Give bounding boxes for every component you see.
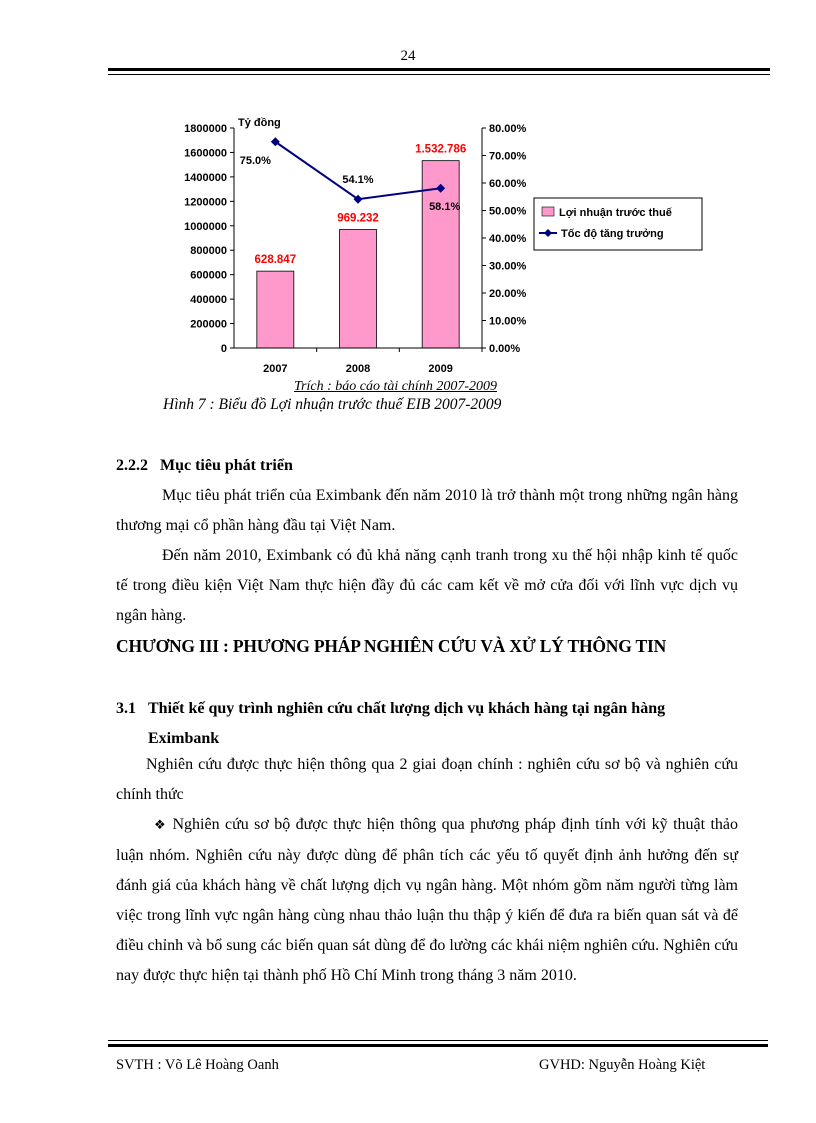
- legend-bar-label: Lợi nhuận trước thuế: [559, 207, 672, 219]
- y-tick-label: 600000: [190, 269, 227, 282]
- growth-data-label: 54.1%: [342, 174, 374, 187]
- bar: [340, 230, 377, 348]
- y-tick-label: 800000: [190, 245, 227, 258]
- legend-bar-swatch: [542, 207, 554, 216]
- x-axis-labels: [263, 348, 482, 375]
- y-tick-label: 1000000: [184, 220, 227, 233]
- y-tick-label: 1200000: [184, 196, 227, 209]
- paragraph: Nghiên cứu được thực hiện thông qua 2 giai đoạn chính : nghiên cứu sơ bộ và nghiên cứu chính thức: [116, 756, 738, 803]
- section-heading-2-2-2: [116, 457, 293, 475]
- footer-rule-thick: [108, 1044, 768, 1047]
- growth-data-label: 58.1%: [429, 201, 461, 214]
- bar-data-label: 969.232: [337, 212, 379, 225]
- right-axis-ticks: [482, 123, 527, 355]
- legend-box: [534, 198, 702, 250]
- y-tick-label: 1400000: [184, 171, 227, 184]
- bar: [257, 271, 294, 348]
- section-heading-3-1: [116, 694, 738, 754]
- x-tick-label: 2009: [428, 363, 453, 375]
- y2-tick-label: 30.00%: [489, 260, 527, 273]
- y-tick-label: 1600000: [184, 147, 227, 160]
- growth-data-label: 75.0%: [239, 154, 271, 167]
- bar-data-label: 1.532.786: [415, 143, 467, 156]
- figure-caption: Hình 7 : Biểu đồ Lợi nhuận trước thuế EIB 2007-2009: [163, 396, 502, 413]
- y2-tick-label: 80.00%: [489, 123, 527, 135]
- figure-source: Trích : báo cáo tài chính 2007-2009: [294, 379, 497, 394]
- left-axis-ticks: [184, 123, 234, 355]
- y2-tick-label: 40.00%: [489, 233, 527, 245]
- y2-tick-label: 60.00%: [489, 178, 527, 190]
- x-tick-label: 2008: [345, 363, 371, 375]
- header-rule-thick: [108, 68, 770, 71]
- footer-rule-thin: [108, 1040, 768, 1041]
- y2-tick-label: 20.00%: [489, 288, 527, 300]
- bullet-text: Nghiên cứu sơ bộ được thực hiện thông qua phương pháp định tính với kỹ thuật thảo luận nhóm. Nghiên cứu này được dùng để phân tích các yếu tố quyết định ảnh hưởng đến sự đánh giá của khách hàng về chất lượng dịch vụ ngân hàng. Một nhóm gồm năm người từng làm việc trong lĩnh vực ngân hàng cùng nhau thảo luận thu thập ý kiến để đưa ra biến quan sát và để điều chỉnh và bổ sung các biến quan sát dùng để đo lường các khái niệm nghiên cứu. Nghiên cứu nay được thực hiện tại thành phố Hồ Chí Minh trong tháng 3 năm 2010.: [116, 816, 739, 984]
- bar-data-label: 628.847: [254, 254, 297, 267]
- y-tick-label: 200000: [190, 318, 227, 331]
- section-title: Mục tiêu phát triển: [160, 457, 293, 474]
- y-axis-title: Tỷ đồng: [238, 117, 281, 129]
- bullet-paragraph: [116, 810, 738, 991]
- chart-legend: [534, 198, 702, 250]
- y2-tick-label: 10.00%: [489, 315, 527, 328]
- paragraph: Đến năm 2010, Eximbank có đủ khả năng cạnh tranh trong xu thế hội nhập kinh tế quốc tế trong điều kiện Việt Nam thực hiện đầy đủ các cam kết về mở cửa đối với lĩnh vực dịch vụ ngân hàng.: [116, 547, 738, 624]
- y-tick-label: 400000: [190, 294, 227, 307]
- chapter-title: CHƯƠNG III : PHƯƠNG PHÁP NGHIÊN CỨU VÀ XỬ LÝ THÔNG TIN: [116, 636, 667, 656]
- footer-student: SVTH : Võ Lê Hoàng Oanh: [116, 1057, 279, 1073]
- y-tick-label: 0: [220, 343, 227, 355]
- x-tick-label: 2007: [263, 363, 288, 375]
- y2-tick-label: 0.00%: [489, 343, 521, 355]
- section-number: 3.1: [116, 700, 136, 717]
- y2-tick-label: 50.00%: [489, 205, 527, 218]
- y-tick-label: 1800000: [184, 123, 227, 135]
- profit-chart: [150, 112, 710, 384]
- header-rule-thin: [108, 74, 770, 75]
- footer-advisor: GVHD: Nguyễn Hoàng Kiệt: [539, 1057, 706, 1073]
- y2-tick-label: 70.00%: [489, 150, 527, 163]
- page-number: 24: [400, 48, 416, 64]
- section-number: 2.2.2: [116, 457, 148, 474]
- bullet-icon: ❖: [154, 818, 168, 833]
- paragraph: Mục tiêu phát triển của Eximbank đến năm 2010 là trở thành một trong những ngân hàng thương mại cổ phần hàng đầu tại Việt Nam.: [116, 487, 738, 534]
- section-title: Thiết kế quy trình nghiên cứu chất lượng dịch vụ khách hàng tại ngân hàng Eximbank: [148, 700, 666, 747]
- chart-canvas: [150, 112, 710, 384]
- legend-line-label: Tốc độ tăng trưởng: [561, 228, 664, 240]
